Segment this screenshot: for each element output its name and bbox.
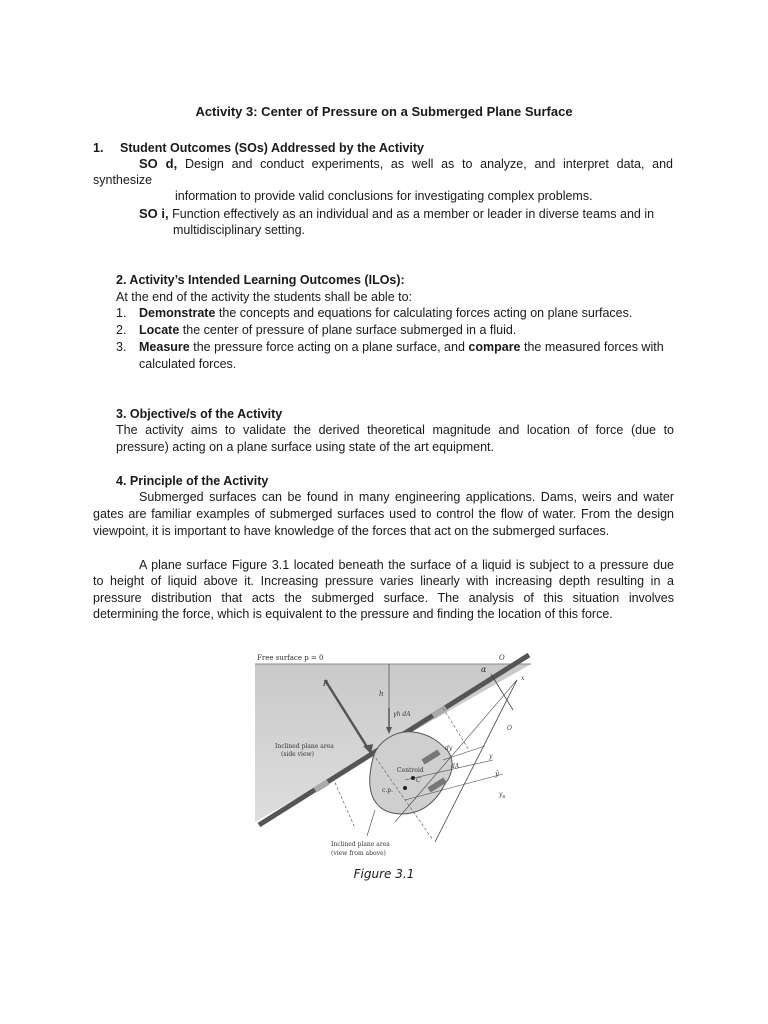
principle-p1-line-2: gates are familiar examples of submerged surfaces used to control the flow of water. From the design <box>93 507 674 521</box>
principle-p2-line-3: pressure distribution that acts the submerged surface. The analysis of this situation involves <box>93 591 674 605</box>
section-1-heading: Student Outcomes (SOs) Addressed by the Activity <box>120 141 424 155</box>
section-3-line-2: pressure) acting on a plane surface using state of the art equipment. <box>116 440 495 454</box>
ilo-item-3-text: the pressure force acting on a plane surface, and <box>193 340 465 354</box>
section-2-intro: At the end of the activity the students shall be able to: <box>116 290 413 304</box>
so-d-text: Design and conduct experiments, as well as to analyze, and interpret data, and <box>184 157 673 171</box>
figure-3-1 <box>255 650 531 862</box>
projection-line-3 <box>443 708 469 750</box>
ilo-item-3 <box>139 339 674 356</box>
label-centroid: Centroid <box>397 767 424 774</box>
label-dy: dy <box>445 745 453 752</box>
ilo-item-1 <box>139 305 632 322</box>
section-3-heading: 3. Objective/s of the Activity <box>116 407 283 421</box>
centroid-point <box>411 776 415 780</box>
label-f: F <box>323 680 328 688</box>
ilo-item-3-verb: Measure <box>139 340 190 354</box>
label-gamma-h-da: γh dA <box>393 711 411 718</box>
ilo-item-1-text: the concepts and equations for calculating forces acting on plane surfaces. <box>218 306 633 320</box>
section-4-heading: 4. Principle of the Activity <box>116 474 269 488</box>
section-3-line-1: The activity aims to validate the derived theoretical magnitude and location of force (due to <box>116 423 674 437</box>
ilo-item-2 <box>139 322 516 339</box>
principle-p2-line-2: to height of liquid above it. Increasing pressure varies linearly with increasing depth resulting in a <box>93 574 674 588</box>
so-i-line <box>139 205 679 223</box>
principle-p2-line-4: determining the force, which is equivalent to the pressure and finding the location of this force. <box>93 607 613 621</box>
figure-caption: Figure 3.1 <box>353 867 415 881</box>
so-i-label: SO i, <box>139 206 169 221</box>
so-d-wrap: synthesize <box>93 173 153 187</box>
label-x: x <box>521 675 525 682</box>
ilo-item-2-number: 2. <box>116 323 127 337</box>
ilo-item-3-text2: the measured forces with <box>524 340 664 354</box>
label-free-surface: Free surface p = 0 <box>257 654 324 662</box>
label-inclined-above-1: Inclined plane area <box>331 841 390 848</box>
principle-p2-line-1: A plane surface Figure 3.1 located beneath the surface of a liquid is subject to a pressure due <box>139 558 674 572</box>
label-c: C <box>416 777 421 784</box>
label-y: y <box>489 753 493 760</box>
ilo-item-1-number: 1. <box>116 306 127 320</box>
label-inclined-side-2: (side view) <box>281 751 314 758</box>
ilo-item-1-verb: Demonstrate <box>139 306 216 320</box>
label-ybar: ȳ <box>495 770 499 778</box>
ilo-item-3-continuation: calculated forces. <box>139 357 237 371</box>
label-cp: c.p. <box>382 787 394 794</box>
so-i-continuation: multidisciplinary setting. <box>173 223 305 237</box>
label-alpha: α <box>481 665 487 674</box>
label-inclined-side-1: Inclined plane area <box>275 743 334 750</box>
label-yr-main: y <box>499 791 503 798</box>
so-d-label: SO d, <box>139 156 178 171</box>
top-view-leader <box>367 810 375 836</box>
label-da: dA <box>451 763 460 770</box>
label-yr-sub: R <box>502 794 506 799</box>
cp-point <box>403 786 407 790</box>
principle-p1-line-3: viewpoint, it is important to have knowledge of the forces that act on the submerged surfaces. <box>93 524 610 538</box>
label-o-top: O <box>499 654 505 662</box>
so-d-continuation: information to provide valid conclusions for investigating complex problems. <box>175 189 593 203</box>
ilo-item-2-text: the center of pressure of plane surface submerged in a fluid. <box>182 323 517 337</box>
so-d-line <box>139 155 673 173</box>
page-title: Activity 3: Center of Pressure on a Submerged Plane Surface <box>195 104 573 119</box>
ilo-item-2-verb: Locate <box>139 323 180 337</box>
label-h: h <box>379 690 384 698</box>
label-o-right: O <box>507 725 512 732</box>
section-1-number: 1. <box>93 141 104 155</box>
ilo-item-3-verb2: compare <box>468 340 521 354</box>
projection-line-1 <box>333 778 355 828</box>
ilo-item-3-number: 3. <box>116 340 127 354</box>
principle-p1-line-1: Submerged surfaces can be found in many engineering applications. Dams, weirs and water <box>139 490 674 504</box>
so-i-text: Function effectively as an individual and as a member or leader in diverse teams and in <box>172 207 655 221</box>
label-inclined-above-2: (view from above) <box>331 850 386 857</box>
label-yr <box>498 791 505 799</box>
section-2-heading: 2. Activity’s Intended Learning Outcomes (ILOs): <box>116 273 405 287</box>
